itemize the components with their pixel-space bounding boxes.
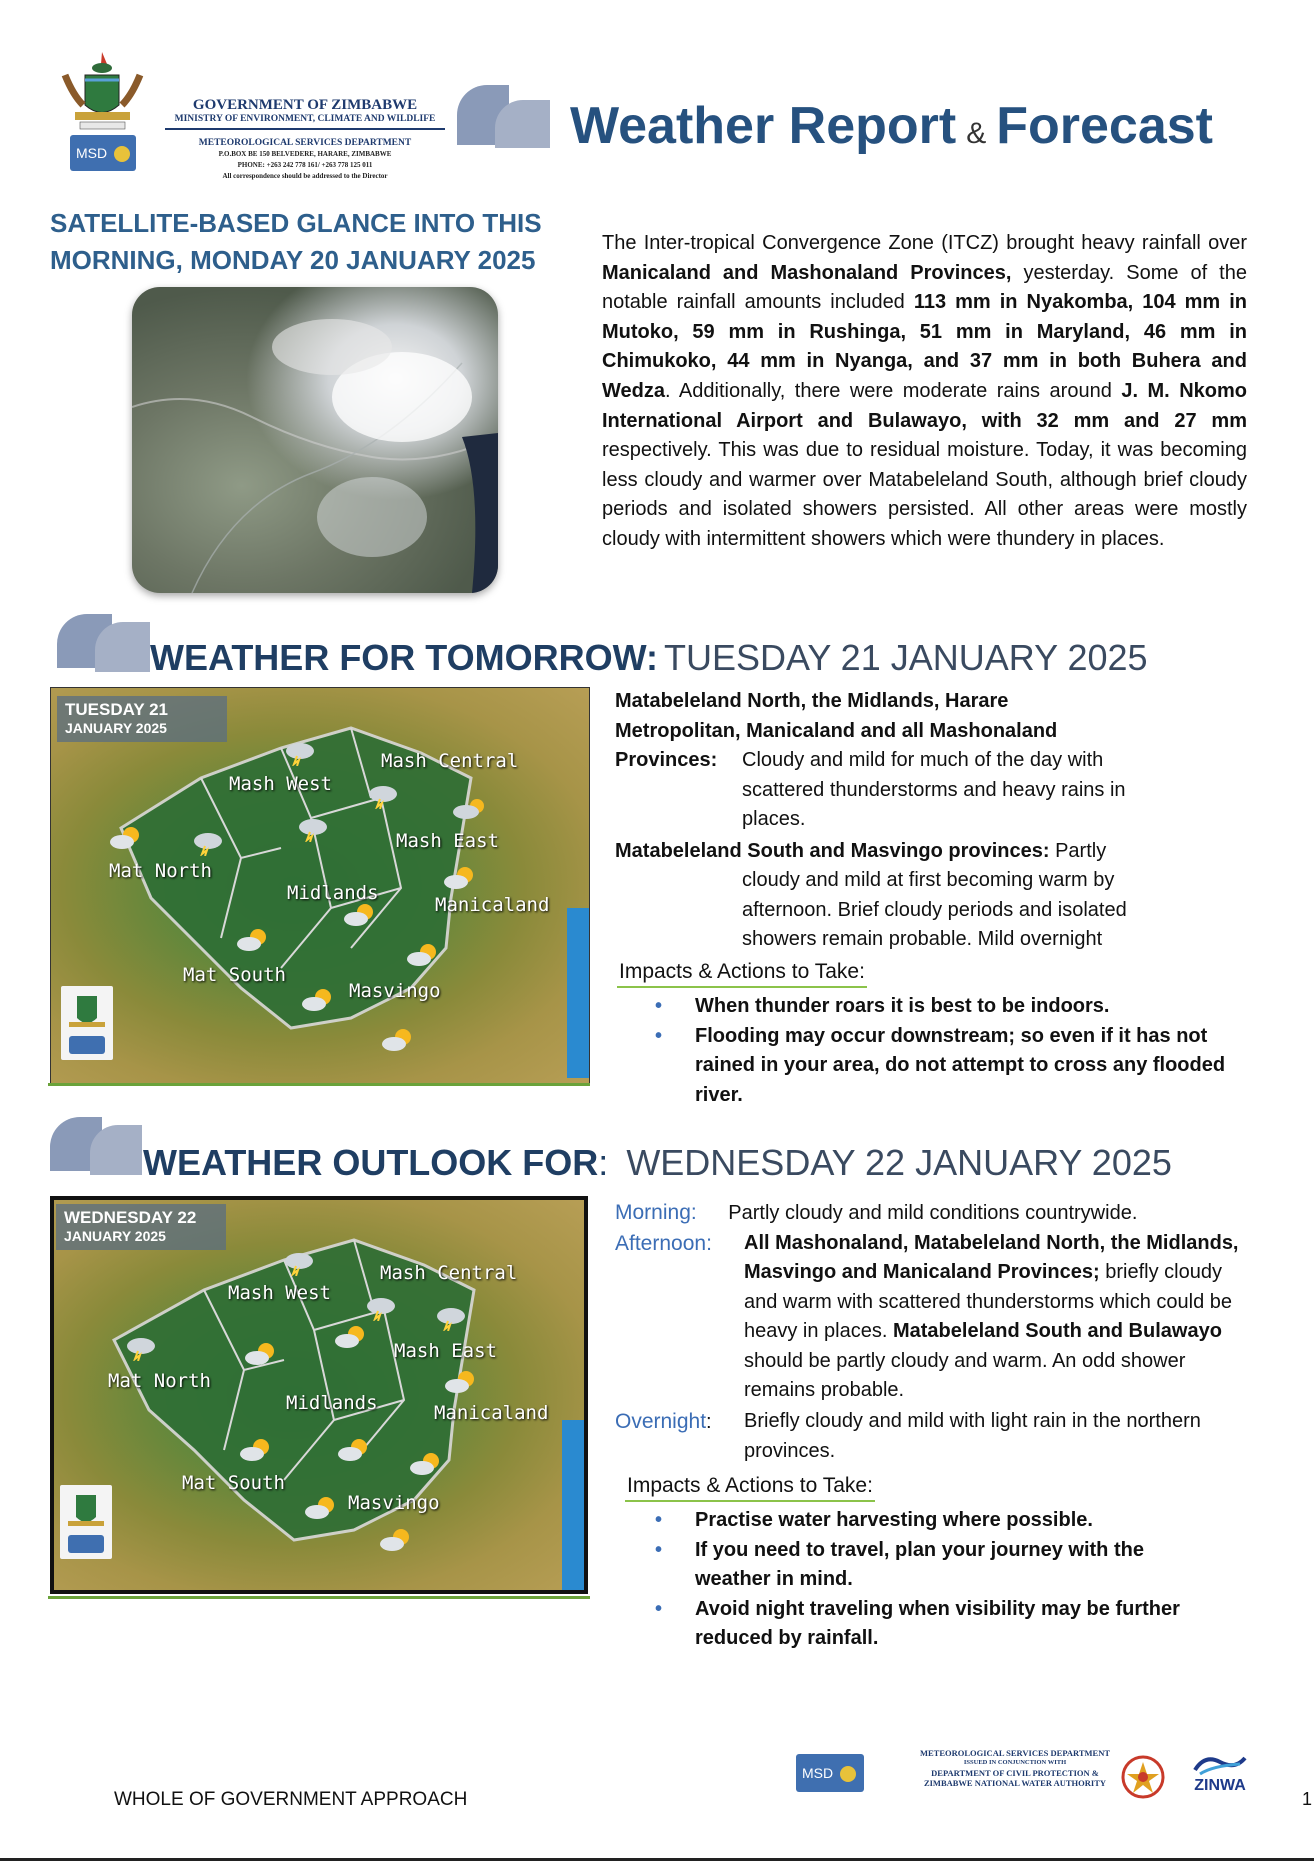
footer-dept-line: ISSUED IN CONJUNCTION WITH — [963, 1759, 1067, 1766]
outlook-heading — [143, 1142, 1172, 1184]
msd-logo-text: MSD — [802, 1765, 834, 1781]
tomorrow-heading — [150, 637, 1148, 679]
footer-msd-logo — [796, 1754, 864, 1792]
impact-item: • When thunder roars it is best to be indoors. — [695, 992, 1235, 1022]
title-forecast: Forecast — [996, 97, 1213, 155]
outlook-heading-colon: : — [598, 1142, 609, 1183]
title-ampersand: & — [966, 117, 987, 150]
footer-dept-line: DEPARTMENT OF CIVIL PROTECTION & — [931, 1768, 1099, 1778]
partly-cloudy-icon — [334, 1325, 368, 1351]
summary-bold: Manicaland and Mashonaland Provinces, — [602, 261, 1012, 284]
ministry-name: MINISTRY OF ENVIRONMENT, CLIMATE AND WILDLIFE — [174, 114, 436, 124]
region-label: Midlands — [286, 1392, 378, 1414]
afternoon-bold: Matabeleland South and Bulawayo — [892, 1320, 1222, 1342]
msd-logo-text: MSD — [76, 145, 108, 161]
region-label: Mash East — [396, 830, 499, 852]
sun-icon — [840, 1766, 856, 1782]
title-weather-report: Weather Report — [570, 97, 957, 155]
forecast-region-text: Cloudy and mild for much of the day with scattered thunderstorms and heavy rains in places. — [742, 749, 1126, 830]
government-header — [165, 97, 445, 134]
region-label: Mash Central — [381, 750, 519, 772]
forecast-region-text: Partly — [1055, 839, 1107, 862]
forecast-region-text: cloudy and mild at first becoming warm by afternoon. Brief cloudy periods and isolated showers remain probable. Mild overnight — [742, 869, 1127, 950]
department-correspondence: All correspondence should be addressed to the Director — [222, 172, 388, 180]
afternoon-text: briefly cloudy and warm with scattered thunderstorms which could be heavy in places. — [744, 1261, 1233, 1342]
decorative-shape — [90, 1125, 142, 1175]
overnight-text: Briefly cloudy and mild with light rain in the northern provinces. — [744, 1410, 1201, 1462]
tomorrow-forecast-map — [50, 687, 590, 1085]
ocean-strip — [562, 1420, 584, 1590]
footer-dept-line: ZIMBABWE NATIONAL WATER AUTHORITY — [923, 1778, 1107, 1788]
partly-cloudy-icon — [236, 928, 270, 954]
impacts-list — [615, 1506, 1215, 1654]
thunderstorm-icon — [366, 783, 400, 809]
department-address — [175, 138, 435, 182]
region-label: Midlands — [287, 882, 379, 904]
partly-cloudy-icon — [409, 1452, 443, 1478]
map-underline — [48, 1083, 590, 1086]
forecast-region-title: Matabeleland North, the Midlands, Harare Metropolitan, Manicaland and all Mashonaland Provinces: — [615, 690, 1058, 771]
zimbabwe-coat-of-arms — [55, 50, 150, 135]
partly-cloudy-icon — [406, 943, 440, 969]
partly-cloudy-icon — [379, 1528, 413, 1554]
afternoon-bold: All Mashonaland, Matabeleland North, the Midlands, Masvingo and Manicaland Provinces; — [744, 1231, 1239, 1283]
impacts-title: Impacts & Actions to Take: — [617, 957, 867, 989]
coat-of-arms-small — [60, 1485, 112, 1559]
department-phone: PHONE: +263 242 778 161/ +263 778 125 011 — [237, 161, 373, 169]
msd-logo — [70, 135, 136, 171]
region-label: Mash West — [228, 1282, 331, 1304]
afternoon-text: should be partly cloudy and warm. An odd shower remains probable. — [744, 1349, 1186, 1401]
satellite-heading — [50, 205, 580, 279]
thunderstorm-icon — [191, 830, 225, 856]
impact-item: • If you need to travel, plan your journey with the weather in mind. — [695, 1536, 1215, 1595]
outlook-date: WEDNESDAY 22 JANUARY 2025 — [626, 1142, 1172, 1183]
tomorrow-forecast-text — [615, 687, 1265, 1110]
impact-item: • Flooding may occur downstream; so even if it has not rained in your area, do not attempt to cross any flooded river. — [695, 1022, 1235, 1111]
partly-cloudy-icon — [244, 1342, 278, 1368]
region-label: Mat South — [182, 1472, 285, 1494]
summary-bold: 113 mm in Nyakomba, 104 mm in Mutoko, 59 mm in Rushinga, 51 mm in Maryland, 46 mm in Chimukoko, 44 mm in Nyanga, and 37 mm in both Buhera and Wedza — [602, 291, 1248, 402]
impact-item: • Practise water harvesting where possible. — [695, 1506, 1215, 1536]
department-name: METEOROLOGICAL SERVICES DEPARTMENT — [198, 138, 412, 148]
water-wave-icon — [1190, 1752, 1250, 1776]
region-label: Mash East — [394, 1340, 497, 1362]
region-label: Manicaland — [435, 894, 550, 916]
impacts-list — [615, 992, 1235, 1110]
footer-approach: WHOLE OF GOVERNMENT APPROACH — [114, 1789, 468, 1810]
map-date-box — [56, 1204, 226, 1250]
page-title — [570, 96, 1213, 156]
page-number: 1 — [1302, 1789, 1313, 1809]
partly-cloudy-icon — [444, 1370, 478, 1396]
coat-of-arms-small — [61, 986, 113, 1060]
thunderstorm-icon — [296, 816, 330, 842]
footer-dept-line: METEOROLOGICAL SERVICES DEPARTMENT — [919, 1748, 1111, 1758]
partly-cloudy-icon — [381, 1028, 415, 1054]
region-label: Masvingo — [348, 1492, 440, 1514]
morning-text: Partly cloudy and mild conditions countrywide. — [728, 1202, 1138, 1224]
bottom-border — [0, 1858, 1314, 1861]
satellite-summary — [602, 229, 1247, 555]
partly-cloudy-icon — [337, 1438, 371, 1464]
thunderstorm-icon — [451, 798, 485, 824]
outlook-forecast-map — [50, 1196, 588, 1594]
map-underline — [48, 1596, 590, 1599]
outlook-heading-label: WEATHER OUTLOOK FOR — [143, 1142, 599, 1183]
overnight-label: Overnight — [615, 1410, 707, 1433]
tomorrow-heading-label: WEATHER FOR TOMORROW: — [150, 637, 658, 678]
map-month: JANUARY 2025 — [65, 720, 167, 736]
forecast-region-title: Matabeleland South and Masvingo provinces: — [615, 839, 1050, 862]
partly-cloudy-icon — [301, 988, 335, 1014]
government-title: GOVERNMENT OF ZIMBABWE — [192, 97, 418, 113]
decorative-shape — [495, 100, 550, 148]
sun-icon — [114, 146, 130, 162]
summary-bold: J. M. Nkomo International Airport and Bulawayo, with 32 mm and 27 mm — [602, 379, 1247, 432]
tomorrow-date: TUESDAY 21 JANUARY 2025 — [663, 637, 1148, 678]
partly-cloudy-icon — [109, 826, 143, 852]
satellite-image — [132, 287, 498, 593]
footer-department — [915, 1748, 1115, 1788]
thunderstorm-icon — [124, 1335, 158, 1361]
outlook-forecast-text: Morning: Partly cloudy and mild conditions countrywide. Afternoon: All Mashonaland, Matabeleland North, the Midlands, Masvingo and Manicaland Provinces; briefly cloudy and warm with scattered thunderstorms which could be heavy in places. Matabeleland South and Bulawayo should be partly cloudy and warm. An odd shower remains probable. Overnight: Briefly cloudy and mild with light rain in the northern provinces. Impacts & Actions to Take: • Practise water harvesting where possible. • If you need to travel, plan your journey with the weather in mind. • Avoid night traveling when visibility may be further reduced by rainfall. — [615, 1198, 1255, 1654]
zinwa-text: ZINWA — [1194, 1777, 1246, 1794]
region-label: Masvingo — [349, 980, 441, 1002]
map-day: WEDNESDAY 22 — [64, 1208, 197, 1227]
ocean-strip — [567, 908, 589, 1078]
impact-item: • Avoid night traveling when visibility may be further reduced by rainfall. — [695, 1595, 1215, 1654]
summary-text: The Inter-tropical Convergence Zone (ITCZ) brought heavy rainfall over — [602, 232, 1247, 254]
partly-cloudy-icon — [343, 903, 377, 929]
region-label: Mash West — [229, 773, 332, 795]
map-month: JANUARY 2025 — [64, 1228, 166, 1244]
satellite-heading-line1: SATELLITE-BASED GLANCE INTO THIS — [50, 208, 542, 238]
thunderstorm-icon — [283, 740, 317, 766]
map-date-box — [57, 696, 227, 742]
summary-text: respectively. This was due to residual moisture. Today, it was becoming less cloudy and warmer over Matabeleland South, although brief cloudy periods and isolated showers persisted. All other areas were mostly cloudy with intermittent showers which were thundery in places. — [602, 439, 1247, 550]
region-label: Mash Central — [380, 1262, 518, 1284]
summary-text: yesterday. Some of the notable rainfall amounts included — [602, 261, 1247, 314]
civil-protection-logo — [1120, 1752, 1166, 1802]
partly-cloudy-icon — [239, 1438, 273, 1464]
partly-cloudy-icon — [443, 866, 477, 892]
header-divider — [165, 128, 445, 130]
impacts-title: Impacts & Actions to Take: — [625, 1471, 875, 1503]
region-label: Manicaland — [434, 1402, 549, 1424]
summary-text: . Additionally, there were moderate rains around — [664, 379, 1122, 402]
decorative-shape — [95, 622, 150, 672]
thunderstorm-icon — [364, 1295, 398, 1321]
department-pobox: P.O.BOX BE 150 BELVEDERE, HARARE, ZIMBABWE — [218, 150, 392, 158]
zinwa-logo — [1185, 1752, 1255, 1802]
afternoon-label: Afternoon: — [615, 1231, 712, 1255]
satellite-heading-line2: MORNING, MONDAY 20 JANUARY 2025 — [50, 245, 536, 275]
thunderstorm-icon — [282, 1250, 316, 1276]
region-label: Mat South — [183, 964, 286, 986]
map-day: TUESDAY 21 — [65, 700, 168, 719]
morning-label: Morning — [615, 1201, 691, 1224]
region-label: Mat North — [108, 1370, 211, 1392]
region-label: Mat North — [109, 860, 212, 882]
thunderstorm-icon — [434, 1305, 468, 1331]
partly-cloudy-icon — [304, 1496, 338, 1522]
